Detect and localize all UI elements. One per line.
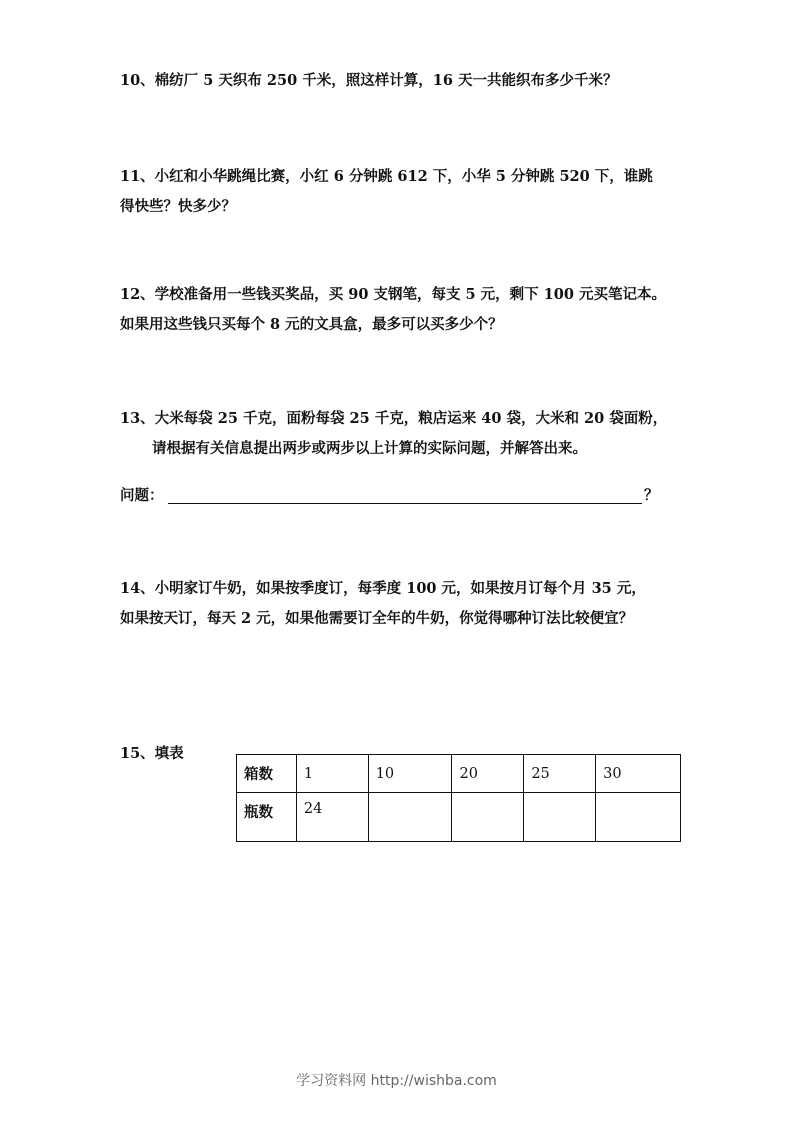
question-13-line-1: 13、大米每袋 25 千克，面粉每袋 25 千克，粮店运来 40 袋，大米和 20 袋面粉， bbox=[120, 410, 668, 427]
question-11-line-2: 得快些？快多少？ bbox=[120, 198, 236, 215]
table-cell: 24 bbox=[296, 793, 368, 842]
table-cell: 20 bbox=[452, 755, 524, 793]
table-row-boxes bbox=[237, 755, 681, 793]
table-cell: 25 bbox=[524, 755, 596, 793]
footer-watermark: 学习资料网 http://wishba.com bbox=[296, 1073, 497, 1089]
question-10-text: 10、棉纺厂 5 天织布 250 千米，照这样计算，16 天一共能织布多少千米？ bbox=[120, 72, 618, 89]
question-12 bbox=[120, 280, 680, 340]
table-cell: 1 bbox=[296, 755, 368, 793]
table-row-bottles bbox=[237, 793, 681, 842]
question-10 bbox=[120, 66, 680, 96]
question-14-line-2: 如果按天订，每天 2 元，如果他需要订全年的牛奶，你觉得哪种订法比较便宜？ bbox=[120, 610, 634, 627]
fill-table bbox=[236, 754, 681, 842]
question-label: 问题： bbox=[120, 487, 164, 504]
answer-line[interactable] bbox=[168, 503, 642, 504]
question-mark: ？ bbox=[644, 487, 659, 504]
table-header-boxes: 箱数 bbox=[237, 755, 297, 793]
question-12-line-2: 如果用这些钱只买每个 8 元的文具盒，最多可以买多少个？ bbox=[120, 316, 503, 333]
table-cell-blank[interactable] bbox=[368, 793, 452, 842]
question-13-answer-row bbox=[120, 482, 660, 508]
table-cell: 10 bbox=[368, 755, 452, 793]
table-cell-blank[interactable] bbox=[524, 793, 596, 842]
question-11 bbox=[120, 162, 680, 222]
question-13-line-2: 请根据有关信息提出两步或两步以上计算的实际问题，并解答出来。 bbox=[152, 440, 587, 457]
table-header-bottles: 瓶数 bbox=[237, 793, 297, 842]
table-cell-blank[interactable] bbox=[596, 793, 681, 842]
question-13 bbox=[120, 404, 680, 464]
question-12-line-1: 12、学校准备用一些钱买奖品，买 90 支钢笔，每支 5 元，剩下 100 元买笔记本。 bbox=[120, 286, 666, 303]
table-cell: 30 bbox=[596, 755, 681, 793]
question-14 bbox=[120, 574, 680, 634]
table-cell-blank[interactable] bbox=[452, 793, 524, 842]
question-14-line-1: 14、小明家订牛奶，如果按季度订，每季度 100 元，如果按月订每个月 35 元， bbox=[120, 580, 646, 597]
question-11-line-1: 11、小红和小华跳绳比赛，小红 6 分钟跳 612 下，小华 5 分钟跳 520 下，谁跳 bbox=[120, 168, 653, 185]
question-15-label: 15、填表 bbox=[120, 745, 184, 762]
